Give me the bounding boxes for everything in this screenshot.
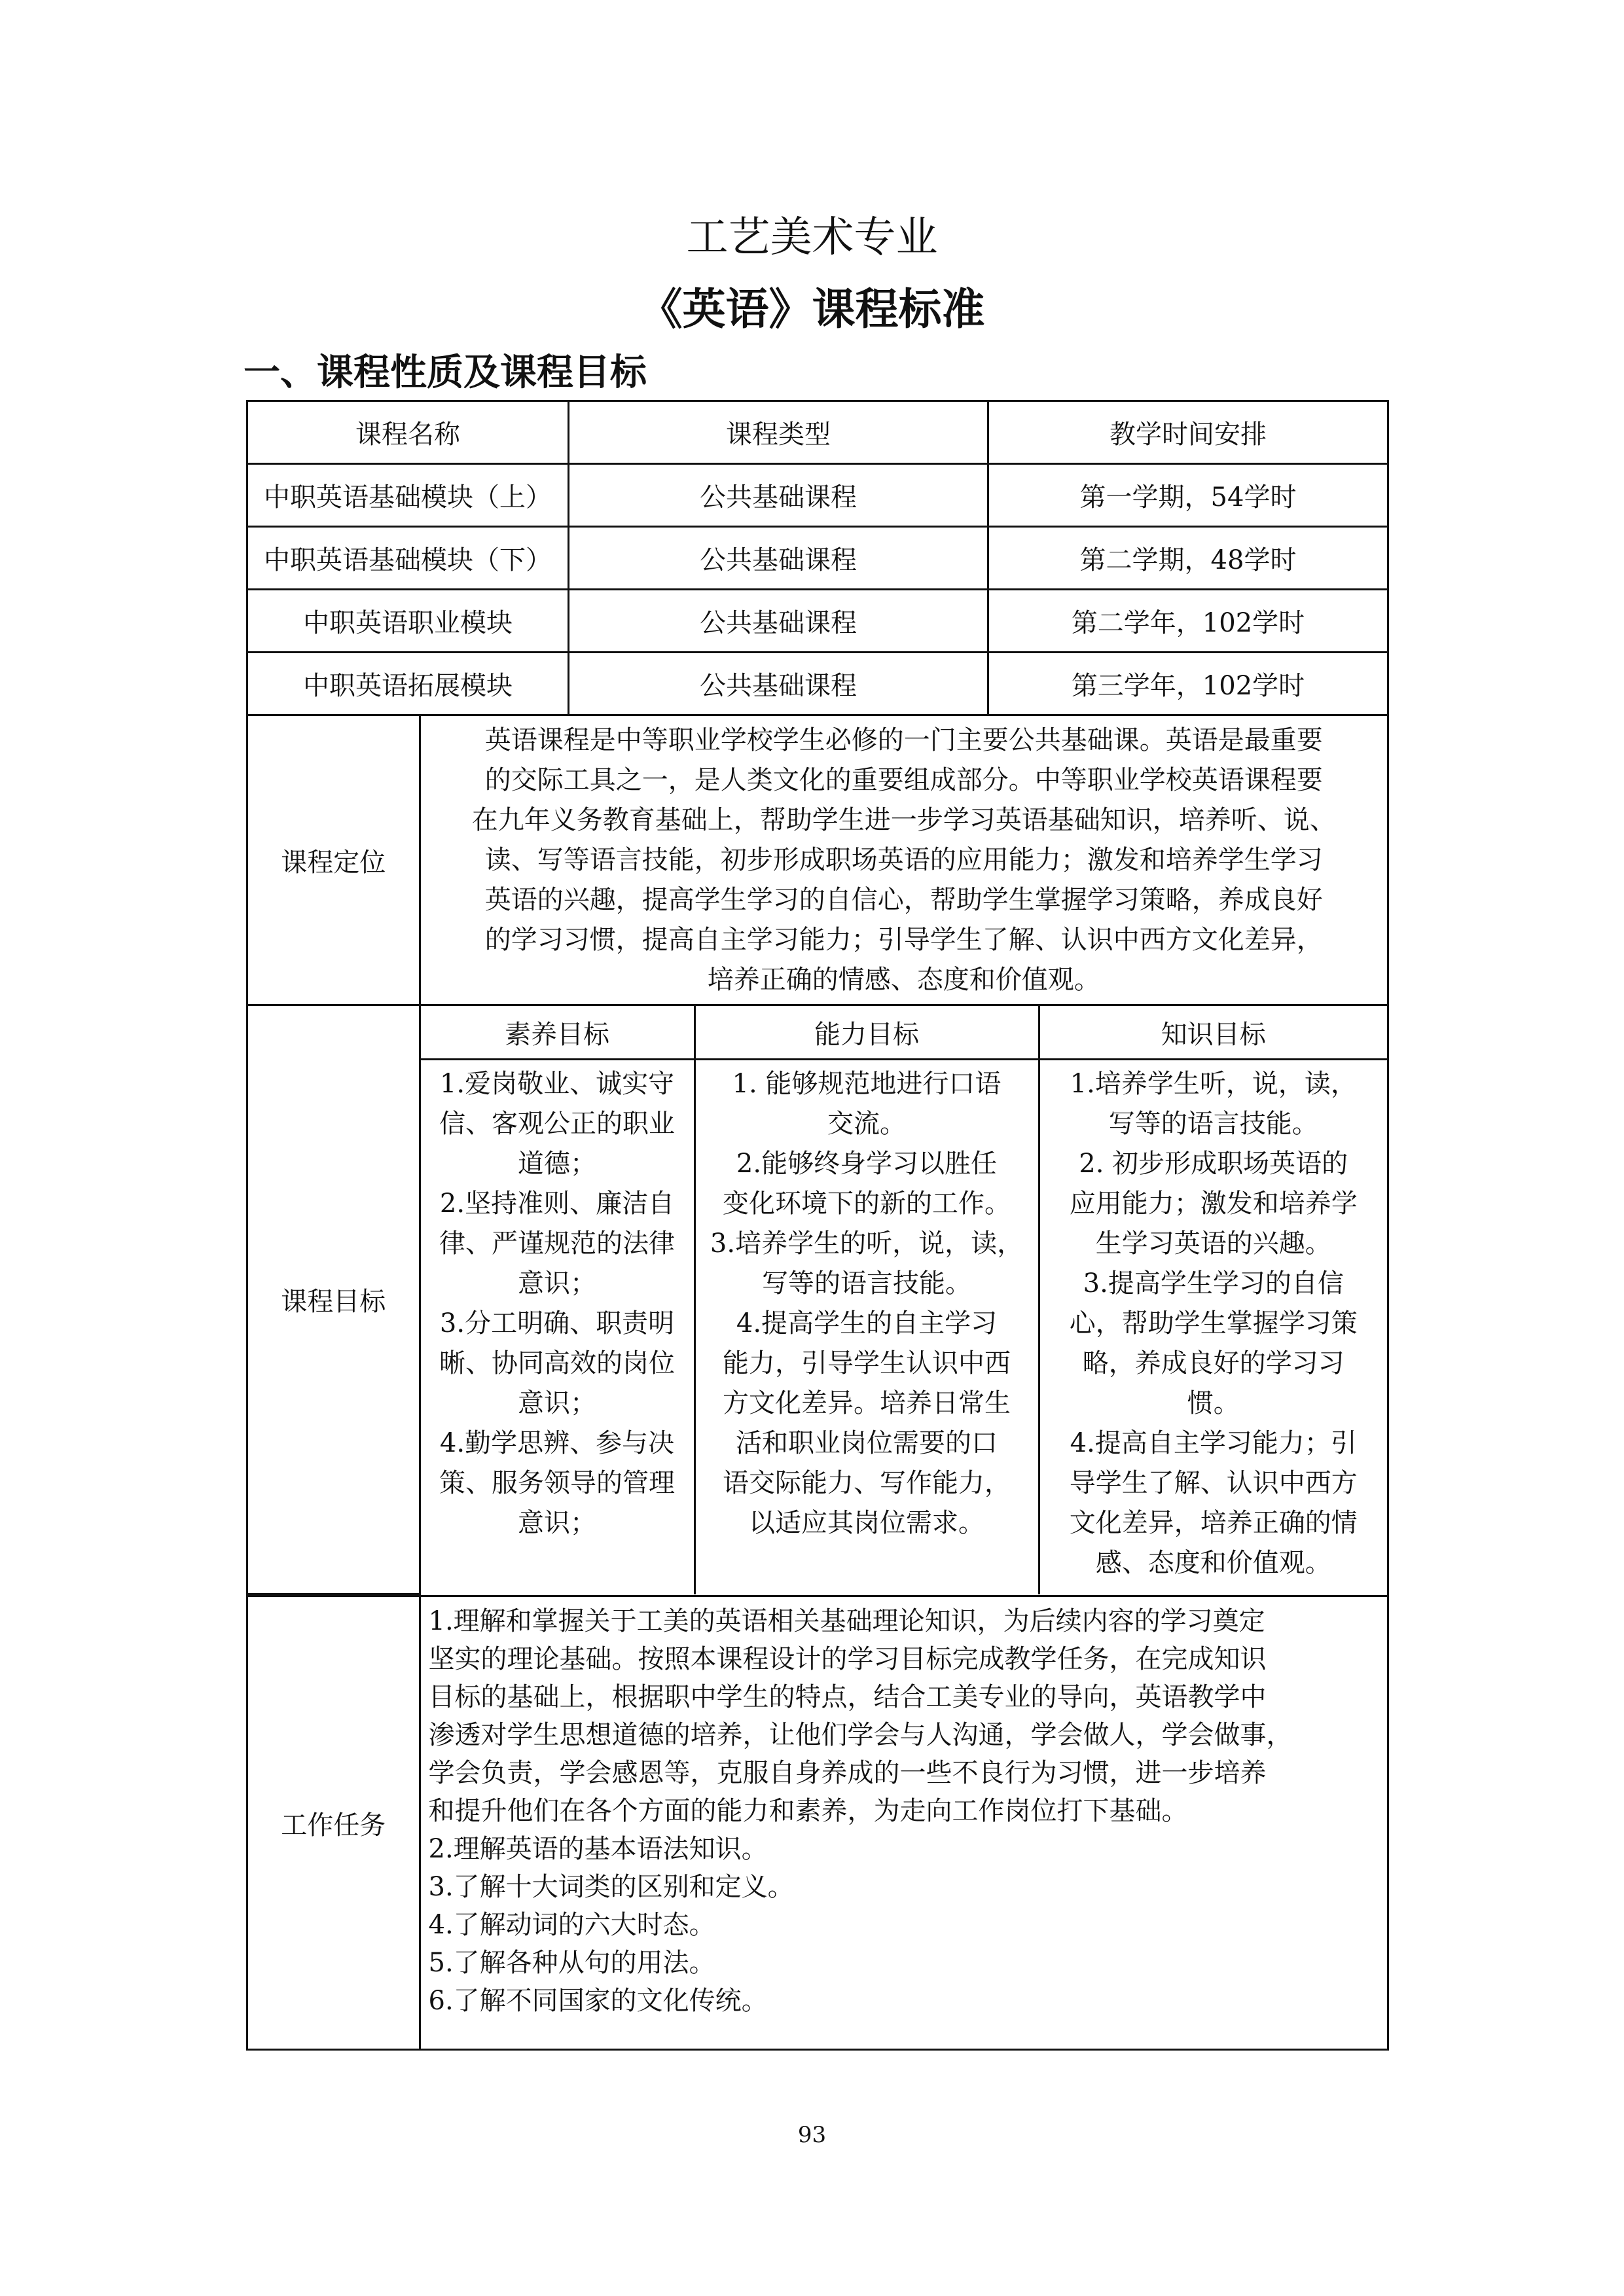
text-line: 写等的语言技能。 [762,1268,971,1299]
text-line: 生学习英语的兴趣。 [1095,1229,1331,1259]
positioning-row [247,715,1388,1005]
header-schedule: 教学时间安排 [988,401,1388,464]
goals-table [248,1006,1387,1595]
text-line: 2. 初步形成职场英语的 [1079,1149,1348,1179]
header-ability-goal: 能力目标 [695,1006,1039,1060]
positioning-table [248,716,1387,1004]
table-row [247,527,1388,590]
course-title: 《英语》课程标准 [639,284,985,334]
course-name-cell: 中职英语基础模块（下） [247,527,569,590]
text-line: 1. 能够规范地进行口语 [732,1069,1001,1099]
table-header-row [247,401,1388,464]
schedule-cell: 第二学期，48学时 [988,527,1388,590]
text-line: 读、写等语言技能，初步形成职场英语的应用能力；激发和培养学生学习 [484,844,1323,875]
text-line: 心，帮助学生掌握学习策 [1069,1308,1358,1338]
tasks-label: 工作任务 [248,1597,420,2049]
text-line: 意识； [518,1268,596,1299]
tasks-row [247,1596,1388,2050]
course-name-cell: 中职英语拓展模块 [247,653,569,715]
text-line: 3.了解十大词类的区别和定义。 [428,1872,794,1902]
text-line: 2.能够终身学习以胜任 [736,1149,998,1179]
section-heading: 一、课程性质及课程目标 [244,351,647,394]
text-line: 1.爱岗敬业、诚实守 [439,1069,675,1099]
text-line: 英语课程是中等职业学校学生必修的一门主要公共基础课。英语是最重要 [484,725,1323,755]
text-line: 4.提高学生的自主学习 [736,1308,998,1338]
text-line: 渗透对学生思想道德的培养，让他们学会与人沟通，学会做人，学会做事， [428,1720,1293,1750]
text-line: 目标的基础上，根据职中学生的特点，结合工美专业的导向，英语教学中 [428,1682,1267,1712]
goals-label: 课程目标 [248,1006,420,1594]
course-type-cell: 公共基础课程 [569,464,988,527]
text-line: 策、服务领导的管理 [439,1468,675,1498]
quality-goal-cell [420,1060,695,1594]
text-line: 交流。 [827,1109,906,1139]
text-line: 在九年义务教育基础上，帮助学生进一步学习英语基础知识，培养听、说、 [471,804,1336,835]
text-line: 意识； [518,1508,596,1538]
text-line: 培养正确的情感、态度和价值观。 [707,964,1100,995]
text-line: 英语的兴趣，提高学生学习的自信心，帮助学生掌握学习策略，养成良好 [484,884,1323,915]
text-line: 和提升他们在各个方面的能力和素养，为走向工作岗位打下基础。 [428,1796,1188,1826]
text-line: 能力，引导学生认识中西 [723,1348,1011,1378]
schedule-cell: 第二学年，102学时 [988,590,1388,653]
text-line: 1.培养学生听，说，读， [1070,1069,1357,1099]
text-line: 4.勤学思辨、参与决 [439,1428,675,1458]
header-course-type: 课程类型 [569,401,988,464]
text-line: 活和职业岗位需要的口 [736,1428,998,1458]
text-line: 文化差异，培养正确的情 [1069,1508,1358,1538]
text-line: 写等的语言技能。 [1108,1109,1318,1139]
text-line: 信、客观公正的职业 [439,1109,675,1139]
text-line: 坚实的理论基础。按照本课程设计的学习目标完成教学任务，在完成知识 [428,1644,1267,1674]
text-line: 晰、协同高效的岗位 [439,1348,675,1378]
text-line: 的学习习惯，提高自主学习能力；引导学生了解、认识中西方文化差异， [484,924,1323,955]
text-line: 2.坚持准则、廉洁自 [439,1189,675,1219]
table-row [247,464,1388,527]
schedule-cell: 第三学年，102学时 [988,653,1388,715]
text-line: 4.提高自主学习能力；引 [1070,1428,1357,1458]
table-row [247,653,1388,715]
knowledge-goal-cell [1039,1060,1387,1594]
goals-row [247,1005,1388,1596]
text-line: 律、严谨规范的法律 [439,1229,675,1259]
tasks-table [248,1597,1387,2049]
table-row [247,590,1388,653]
positioning-label: 课程定位 [248,716,420,1004]
text-line: 道德； [518,1149,596,1179]
text-line: 3.培养学生的听，说，读， [710,1229,1024,1259]
text-line: 的交际工具之一，是人类文化的重要组成部分。中等职业学校英语课程要 [484,764,1323,795]
text-line: 感、态度和价值观。 [1095,1548,1331,1578]
schedule-cell: 第一学期，54学时 [988,464,1388,527]
text-line: 惯。 [1187,1388,1240,1418]
ability-goal-cell [695,1060,1039,1594]
positioning-text [420,716,1387,1004]
text-line: 3.提高学生学习的自信 [1083,1268,1344,1299]
text-line: 5.了解各种从句的用法。 [428,1948,715,1978]
text-line: 学会负责，学会感恩等，克服自身养成的一些不良行为习惯，进一步培养 [428,1758,1267,1788]
text-line: 意识； [518,1388,596,1418]
text-line: 方文化差异。培养日常生 [723,1388,1011,1418]
text-line: 语交际能力、写作能力， [723,1468,1011,1498]
course-type-cell: 公共基础课程 [569,653,988,715]
text-line: 4.了解动词的六大时态。 [428,1910,715,1940]
header-quality-goal: 素养目标 [420,1006,695,1060]
major-title: 工艺美术专业 [686,213,938,262]
text-line: 3.分工明确、职责明 [439,1308,675,1338]
course-type-cell: 公共基础课程 [569,590,988,653]
header-knowledge-goal: 知识目标 [1039,1006,1387,1060]
course-standard-table [246,400,1389,2051]
text-line: 2.理解英语的基本语法知识。 [428,1834,768,1864]
text-line: 6.了解不同国家的文化传统。 [428,1986,768,2016]
page-number: 93 [797,2122,827,2148]
course-name-cell: 中职英语基础模块（上） [247,464,569,527]
tasks-text [420,1597,1387,2049]
text-line: 略，养成良好的学习习 [1082,1348,1344,1378]
text-line: 导学生了解、认识中西方 [1069,1468,1358,1498]
header-course-name: 课程名称 [247,401,569,464]
course-name-cell: 中职英语职业模块 [247,590,569,653]
text-line: 变化环境下的新的工作。 [723,1189,1011,1219]
course-type-cell: 公共基础课程 [569,527,988,590]
text-line: 应用能力；激发和培养学 [1069,1189,1358,1219]
text-line: 1.理解和掌握关于工美的英语相关基础理论知识，为后续内容的学习奠定 [428,1606,1265,1636]
text-line: 以适应其岗位需求。 [749,1508,984,1538]
